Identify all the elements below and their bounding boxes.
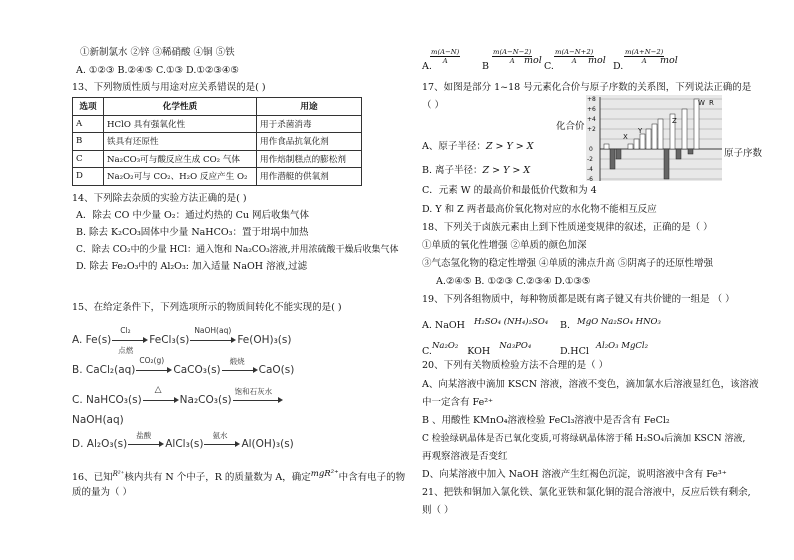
table-cell: 铁具有还原性 [104, 133, 257, 151]
substance: Fe(OH)₃(s) [237, 334, 292, 346]
q13-stem: 13、下列物质性质与用途对应关系错误的是( ) [72, 82, 266, 93]
unit: mol [588, 55, 606, 66]
q16-ion: R²⁺ [112, 470, 125, 478]
substance: FeCl₃(s) [149, 334, 190, 346]
q21-stem-cont: 则（ ） [422, 505, 454, 516]
scheme-row-a [72, 326, 292, 355]
bar [640, 134, 645, 149]
q16-stem-cont: 质的量为（ ） [72, 487, 133, 498]
valence-chart [586, 95, 722, 181]
fraction-denominator: A [641, 57, 647, 65]
formula: H₂SO₄ (NH₄)₂SO₄ [473, 317, 549, 327]
q15-stem: 15、在给定条件下，下列选项所示的物质间转化不能实现的是( ) [72, 302, 342, 313]
table-cell: HClO 具有强氧化性 [104, 115, 257, 133]
fraction-denominator: A [442, 57, 448, 65]
bar [646, 129, 651, 149]
q12-choices: A. ①②③ B.②④⑤ C.①③ D.①②③④⑤ [76, 65, 239, 76]
q14-option-b: B. 除去 K₂CO₃固体中少量 NaHCO₃：置于坩埚中加热 [76, 227, 309, 238]
table-cell: Na₂CO₃可与酸反应生成 CO₂ 气体 [104, 150, 257, 168]
arrow-condition: 饱和石灰水 [234, 387, 273, 396]
table-header: 化学性质 [104, 98, 257, 116]
y-tick-label: +2 [587, 126, 596, 133]
bar [604, 144, 609, 149]
substance: C. NaHCO₃(s) [72, 394, 142, 406]
substance: A. Fe(s) [72, 334, 112, 346]
fraction [430, 48, 460, 65]
q20-option-a: A、向某溶液中滴加 KSCN 溶液，溶液不变色，滴加氯水后溶液显红色，该溶液 [422, 379, 759, 390]
q17-stem-cont: （ ） [422, 100, 445, 111]
arrow-condition: NaOH(aq) [194, 326, 232, 335]
bar [628, 144, 633, 149]
option-text: C. [422, 346, 432, 357]
option-text: B. 离子半径： [422, 165, 483, 176]
q20-stem: 20、下列有关物质检验方法不合理的是（ ） [422, 360, 609, 371]
arrow-condition: 氨水 [212, 431, 228, 440]
q16-text: 16、已知 [72, 472, 113, 484]
table-cell: B [73, 133, 104, 151]
q19-option-a [422, 318, 548, 332]
table-row [73, 133, 362, 151]
substance: D. Al₂O₃(s) [72, 438, 128, 450]
table-cell: 用于杀菌消毒 [257, 115, 362, 133]
point-label-x: X [623, 133, 628, 141]
point-label-r: R [709, 99, 714, 107]
point-label-w: W [698, 99, 705, 107]
table-cell: C [73, 150, 104, 168]
scheme-row-b [72, 356, 295, 376]
scheme-row-c [72, 385, 284, 406]
q15-reaction-scheme [72, 322, 332, 460]
q21-stem: 21、把铁和铜加入氯化铁、氯化亚铁和氯化铜的混合溶液中，反应后铁有剩余, [422, 487, 751, 498]
formula: Al₂O₃ MgCl₂ [595, 341, 649, 351]
arrow-condition: CO₂(g) [139, 356, 165, 365]
q16-option-b: B [482, 61, 489, 72]
q18-stem: 18、下列关于卤族元素由上到下性质递变规律的叙述，正确的是（ ） [422, 222, 713, 233]
table-row [73, 150, 362, 168]
fraction-numerator: m(A−N+2) [555, 48, 594, 56]
q17-option-d: D. Y 和 Z 两者最高价氧化物对应的水化物不能相互反应 [422, 204, 657, 215]
substance: Na₂CO₃(s) [179, 394, 232, 406]
unit: mol [660, 55, 678, 66]
reaction-arrow [190, 326, 236, 345]
q14-option-a: A．除去 CO 中少量 O₂：通过灼热的 Cu 网后收集气体 [76, 210, 310, 221]
q17-stem: 17、如图是部分 1~18 号元素化合价与原子序数的关系图，下列说法正确的是 [422, 82, 752, 93]
substance: CaCO₃(s) [173, 364, 221, 376]
q19-option-b [560, 318, 661, 332]
table-cell: Na₂O₂可与 CO₂、H₂O 反应产生 O₂ [104, 168, 257, 186]
fraction-numerator: m(A+N−2) [625, 48, 664, 56]
bar [610, 149, 615, 169]
bar [616, 149, 621, 159]
q20-option-c: C 检验绿矾晶体是否已氧化变质,可将绿矾晶体溶于稀 H₂SO₄后滴加 KSCN 溶液, [422, 434, 746, 444]
reaction-arrow [128, 431, 164, 449]
chart-x-label: 原子序数 [724, 148, 763, 159]
fraction-numerator: m(A−N−2) [493, 48, 532, 56]
table-cell: 用作食品抗氧化剂 [257, 133, 362, 151]
bar [652, 124, 657, 149]
q16-stem [72, 470, 405, 484]
table-header-row [73, 98, 362, 116]
table-header: 用途 [257, 98, 362, 116]
scheme-row-d [72, 431, 294, 450]
unit: mol [524, 55, 542, 66]
substance: Al(OH)₃(s) [241, 438, 294, 450]
option-text: D.HCl [560, 346, 589, 357]
q17-option-b [422, 166, 530, 177]
q17-option-a [422, 142, 534, 153]
q16-ion: mgR²⁺ [310, 469, 339, 480]
formula: Na₂O₂ [431, 341, 459, 351]
formula: Z > Y > X [485, 141, 534, 152]
option-text: A. NaOH [422, 320, 465, 331]
q16-option-a: A. [422, 61, 432, 72]
q20-option-d: D、向某溶液中加入 NaOH 溶液产生红褐色沉淀，说明溶液中含有 Fe³⁺ [422, 469, 727, 480]
y-tick-label: 0 [589, 146, 593, 153]
formula: Z > Y > X [482, 165, 531, 176]
q19-option-c [422, 342, 531, 358]
table-header: 选项 [73, 98, 104, 116]
substance: CaO(s) [258, 364, 295, 376]
q16-option-c: C. [544, 61, 554, 72]
y-tick-label: -6 [587, 176, 593, 181]
arrow-condition: 煅烧 [229, 357, 245, 366]
q18-items-2: ③气态氢化物的稳定性增强 ④单质的沸点升高 ⑤阴离子的还原性增强 [422, 258, 714, 269]
option-text: A、原子半径： [422, 141, 486, 152]
reaction-arrow [204, 431, 240, 449]
table-cell: A [73, 115, 104, 133]
reaction-arrow [112, 326, 148, 355]
q16-text: 核内共有 N 个中子，R 的质量数为 A，确定 [124, 472, 311, 484]
q20-option-a-cont: 中一定含有 Fe²⁺ [422, 397, 494, 408]
bar [634, 139, 639, 149]
q14-option-d: D. 除去 Fe₂O₃中的 Al₂O₃: 加入适量 NaOH 溶液,过滤 [76, 261, 308, 272]
fraction-numerator: m(A−N) [431, 48, 460, 56]
bar [676, 149, 681, 159]
q19-stem: 19、下列各组物质中，每种物质都是既有离子键又有共价键的一组是 （ ） [422, 294, 735, 305]
y-tick-label: +6 [587, 106, 596, 113]
q13-table [72, 97, 362, 186]
formula: Na₃PO₄ [499, 341, 532, 351]
option-text: B. [560, 320, 571, 331]
fraction-denominator: A [509, 57, 515, 65]
bar [664, 149, 669, 179]
substance: AlCl₃(s) [165, 438, 204, 450]
q12-options: ①新制氯水 ②锌 ③稀硝酸 ④铜 ⑤铁 [80, 47, 235, 58]
point-label-z: Z [672, 117, 677, 125]
substance: NaOH(aq) [72, 414, 124, 426]
table-cell: 用作焙制糕点的膨松剂 [257, 150, 362, 168]
q17-option-c: C．元素 W 的最高价和最低价代数和为 4 [422, 185, 597, 196]
arrow-condition: 盐酸 [136, 431, 152, 440]
table-row [73, 115, 362, 133]
bar [682, 109, 687, 149]
q18-items-1: ①单质的氧化性增强 ②单质的颜色加深 [422, 240, 587, 251]
y-tick-label: -4 [587, 166, 593, 173]
y-tick-label: +4 [587, 116, 596, 123]
table-cell: 用作潜艇的供氧剂 [257, 168, 362, 186]
reaction-arrow [233, 387, 283, 405]
q20-option-b: B 、用酸性 KMnO₄溶液检验 FeCl₃溶液中是否含有 FeCl₂ [422, 415, 670, 426]
formula: KOH [467, 346, 491, 357]
bar [658, 119, 663, 149]
scheme-row-c-product [72, 414, 124, 426]
arrow-condition: 点燃 [118, 346, 134, 355]
bar [688, 149, 693, 154]
fraction-denominator: A [571, 57, 577, 65]
y-tick-label: -2 [587, 156, 593, 163]
q16-option-d: D. [613, 61, 624, 72]
q14-option-c: C．除去 CO₂中的少量 HCl：通入饱和 Na₂CO₃溶液,并用浓硫酸干燥后收集气体 [76, 245, 399, 255]
q16-text: 中含有电子的物 [338, 472, 406, 484]
table-cell: D [73, 168, 104, 186]
formula: MgO Na₂SO₄ HNO₃ [577, 317, 661, 327]
table-row [73, 168, 362, 186]
reaction-arrow [143, 385, 179, 405]
arrow-condition: △ [154, 385, 162, 395]
fraction [624, 48, 664, 65]
q20-option-c-cont: 再观察溶液是否变红 [422, 451, 508, 462]
reaction-arrow [222, 357, 258, 375]
point-label-y: Y [638, 127, 643, 135]
reaction-arrow [136, 356, 172, 375]
q14-stem: 14、下列除去杂质的实验方法正确的是( ) [72, 193, 247, 204]
arrow-condition: Cl₂ [120, 326, 131, 335]
chart-y-label: 化合价 [556, 121, 585, 132]
substance: B. CaCl₂(aq) [72, 364, 136, 376]
y-tick-label: +8 [587, 96, 596, 103]
q19-option-d [560, 342, 648, 358]
q18-choices: A.②④⑤ B. ①②③ C.②③④ D.①③⑤ [436, 276, 591, 287]
